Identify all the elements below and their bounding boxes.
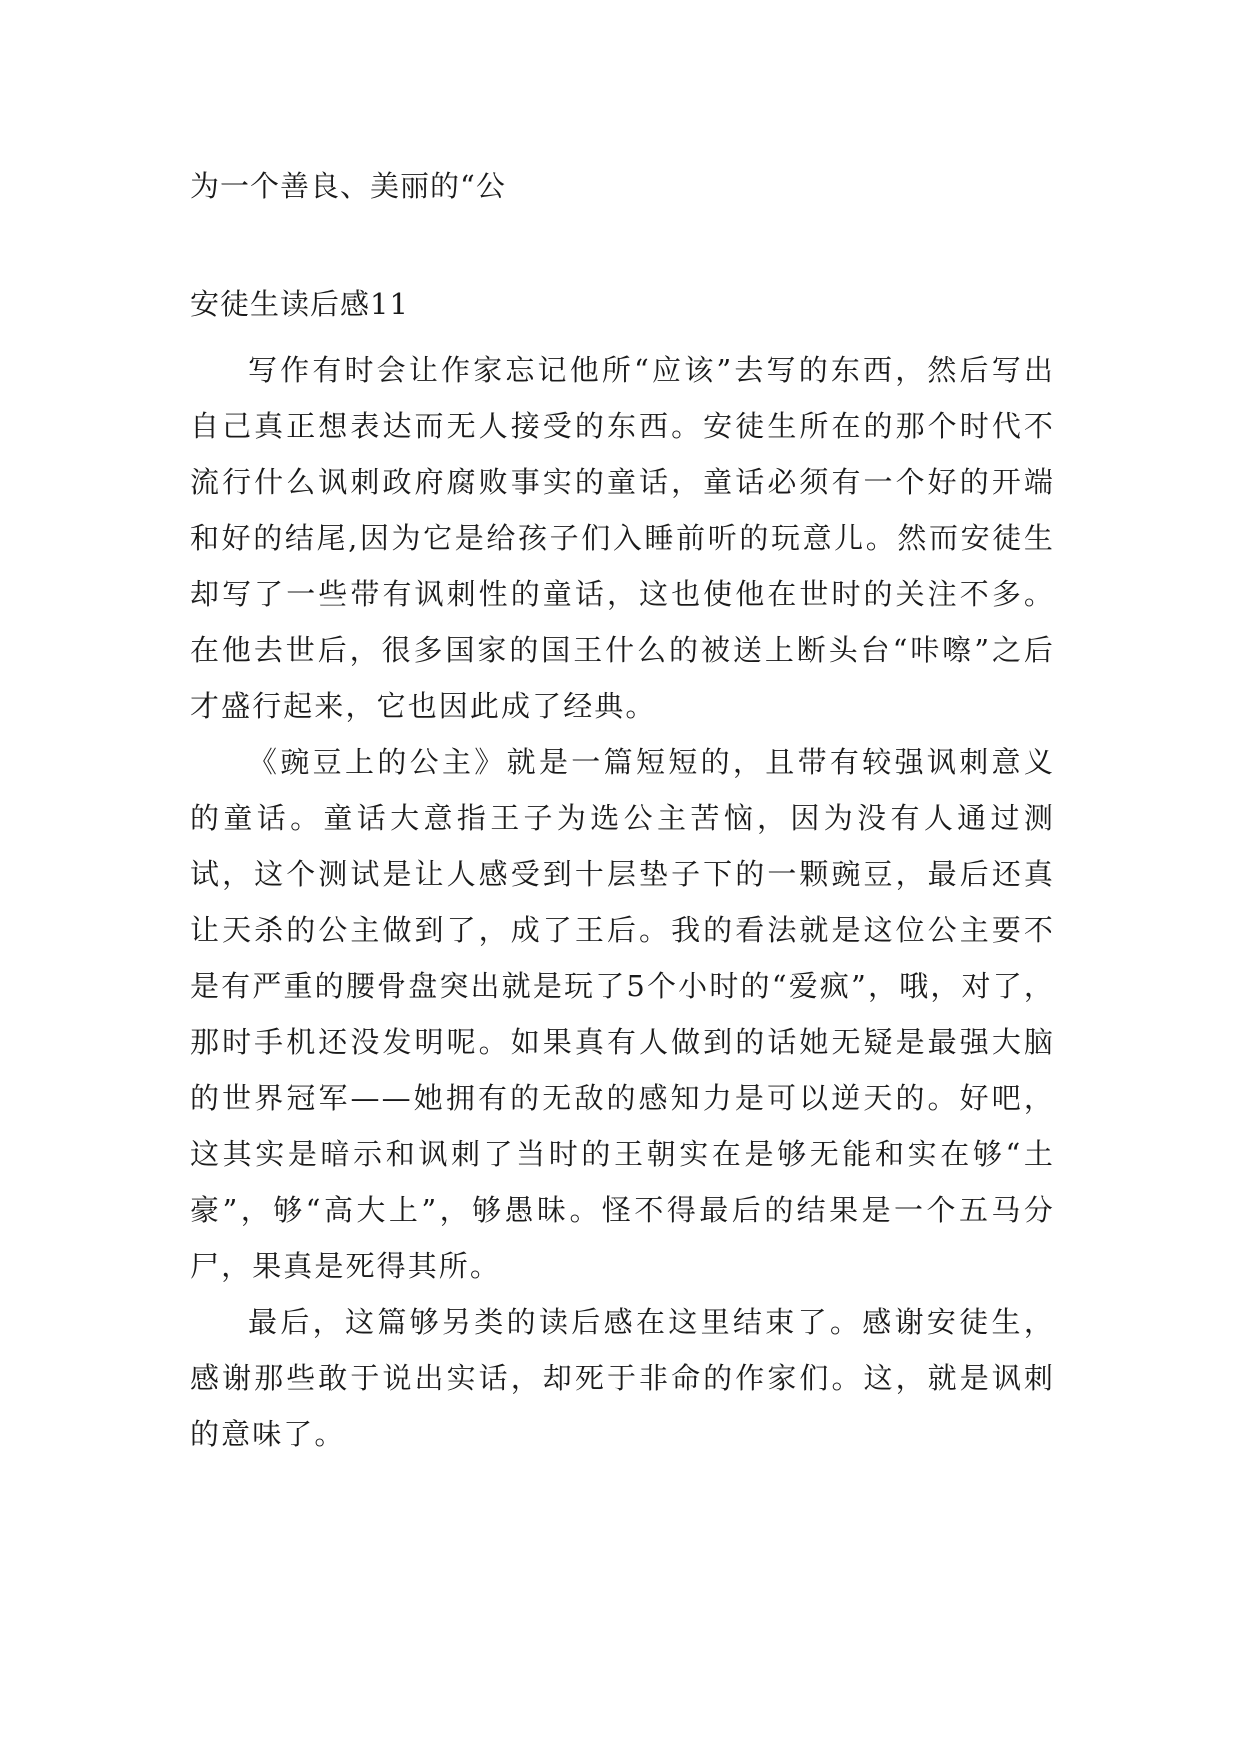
paragraph: 最后，这篇够另类的读后感在这里结束了。感谢安徒生，感谢那些敢于说出实话，却死于非命的作家们。这，就是讽刺的意味了。 — [190, 1305, 1055, 1451]
section-title: 安徒生读后感11 — [190, 287, 409, 321]
document-body — [190, 342, 1055, 1462]
document-page — [190, 0, 1055, 1754]
previous-text-fragment: 为一个善良、美丽的“公 — [190, 169, 506, 203]
paragraph: 《豌豆上的公主》就是一篇短短的，且带有较强讽刺意义的童话。童话大意指王子为选公主苦恼，因为没有人通过测试，这个测试是让人感受到十层垫子下的一颗豌豆，最后还真让天杀的公主做到了，成了王后。我的看法就是这位公主要不是有严重的腰骨盘突出就是玩了5个小时的“爱疯”，哦，对了，那时手机还没发明呢。如果真有人做到的话她无疑是最强大脑的世界冠军——她拥有的无敌的感知力是可以逆天的。好吧，这其实是暗示和讽刺了当时的王朝实在是够无能和实在够“土豪”，够“高大上”，够愚昧。怪不得最后的结果是一个五马分尸，果真是死得其所。 — [190, 745, 1055, 1283]
paragraph: 写作有时会让作家忘记他所“应该”去写的东西，然后写出自己真正想表达而无人接受的东西。安徒生所在的那个时代不流行什么讽刺政府腐败事实的童话，童话必须有一个好的开端和好的结尾,因为它是给孩子们入睡前听的玩意儿。然而安徒生却写了一些带有讽刺性的童话，这也使他在世时的关注不多。在他去世后，很多国家的国王什么的被送上断头台“咔嚓”之后才盛行起来，它也因此成了经典。 — [190, 353, 1055, 723]
